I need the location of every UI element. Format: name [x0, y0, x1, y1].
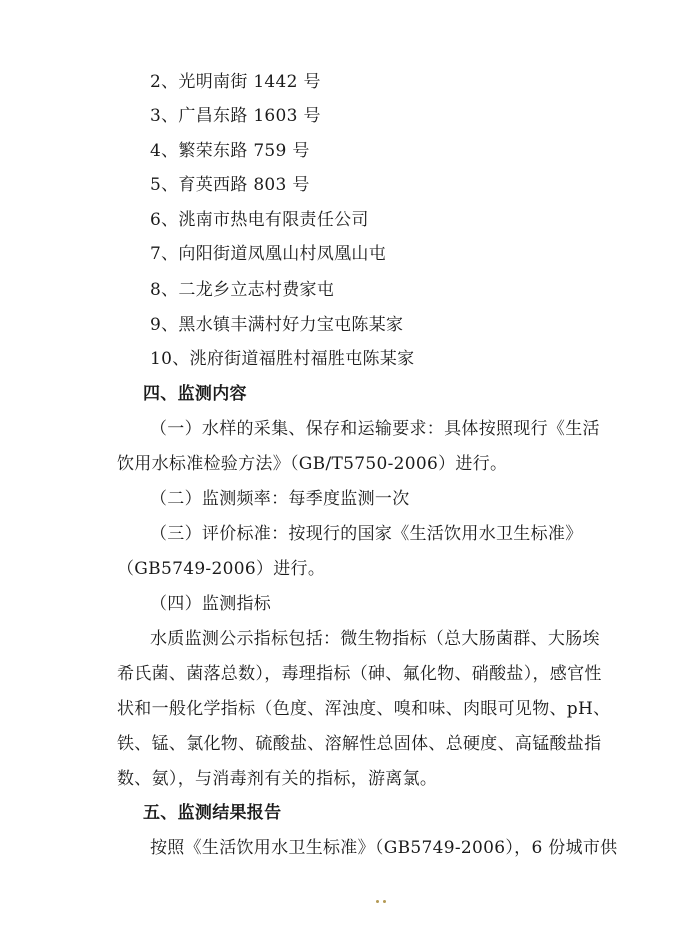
list-item: 9、黑水镇丰满村好力宝屯陈某家 — [150, 315, 404, 335]
list-item: 2、光明南街 1442 号 — [150, 72, 321, 92]
paragraph-sampling-line2: 饮用水标准检验方法》（GB/T5750-2006）进行。 — [117, 454, 508, 474]
paragraph-indicators-line4: 铁、锰、氯化物、硫酸盐、溶解性总固体、总硬度、高锰酸盐指 — [117, 734, 602, 754]
scan-speck — [376, 900, 379, 903]
paragraph-standard-line1: （三）评价标准：按现行的国家《生活饮用水卫生标准》 — [150, 524, 583, 544]
list-item: 8、二龙乡立志村费家屯 — [150, 280, 335, 300]
section-heading-monitoring-content: 四、监测内容 — [143, 384, 247, 404]
paragraph-indicators-heading: （四）监测指标 — [150, 594, 272, 614]
list-item: 3、广昌东路 1603 号 — [150, 106, 321, 126]
paragraph-indicators-line1: 水质监测公示指标包括：微生物指标（总大肠菌群、大肠埃 — [150, 629, 600, 649]
paragraph-indicators-line5: 数、氨），与消毒剂有关的指标，游离氯。 — [117, 769, 438, 789]
list-item: 7、向阳街道凤凰山村凤凰山屯 — [150, 244, 387, 264]
section-heading-results-report: 五、监测结果报告 — [143, 803, 282, 823]
list-item: 4、繁荣东路 759 号 — [150, 141, 310, 161]
paragraph-results-line1: 按照《生活饮用水卫生标准》（GB5749-2006），6 份城市供 — [150, 838, 618, 858]
list-item: 5、育英西路 803 号 — [150, 175, 310, 195]
paragraph-indicators-line3: 状和一般化学指标（色度、浑浊度、嗅和味、肉眼可见物、pH、 — [117, 699, 611, 719]
paragraph-standard-line2: （GB5749-2006）进行。 — [117, 559, 326, 579]
paragraph-indicators-line2: 希氏菌、菌落总数），毒理指标（砷、氟化物、硝酸盐），感官性 — [117, 664, 602, 684]
paragraph-frequency: （二）监测频率：每季度监测一次 — [150, 489, 410, 509]
list-item: 10、洮府街道福胜村福胜屯陈某家 — [150, 349, 415, 369]
list-item: 6、洮南市热电有限责任公司 — [150, 210, 369, 230]
scan-speck — [383, 900, 386, 903]
paragraph-sampling-line1: （一）水样的采集、保存和运输要求：具体按照现行《生活 — [150, 419, 600, 439]
